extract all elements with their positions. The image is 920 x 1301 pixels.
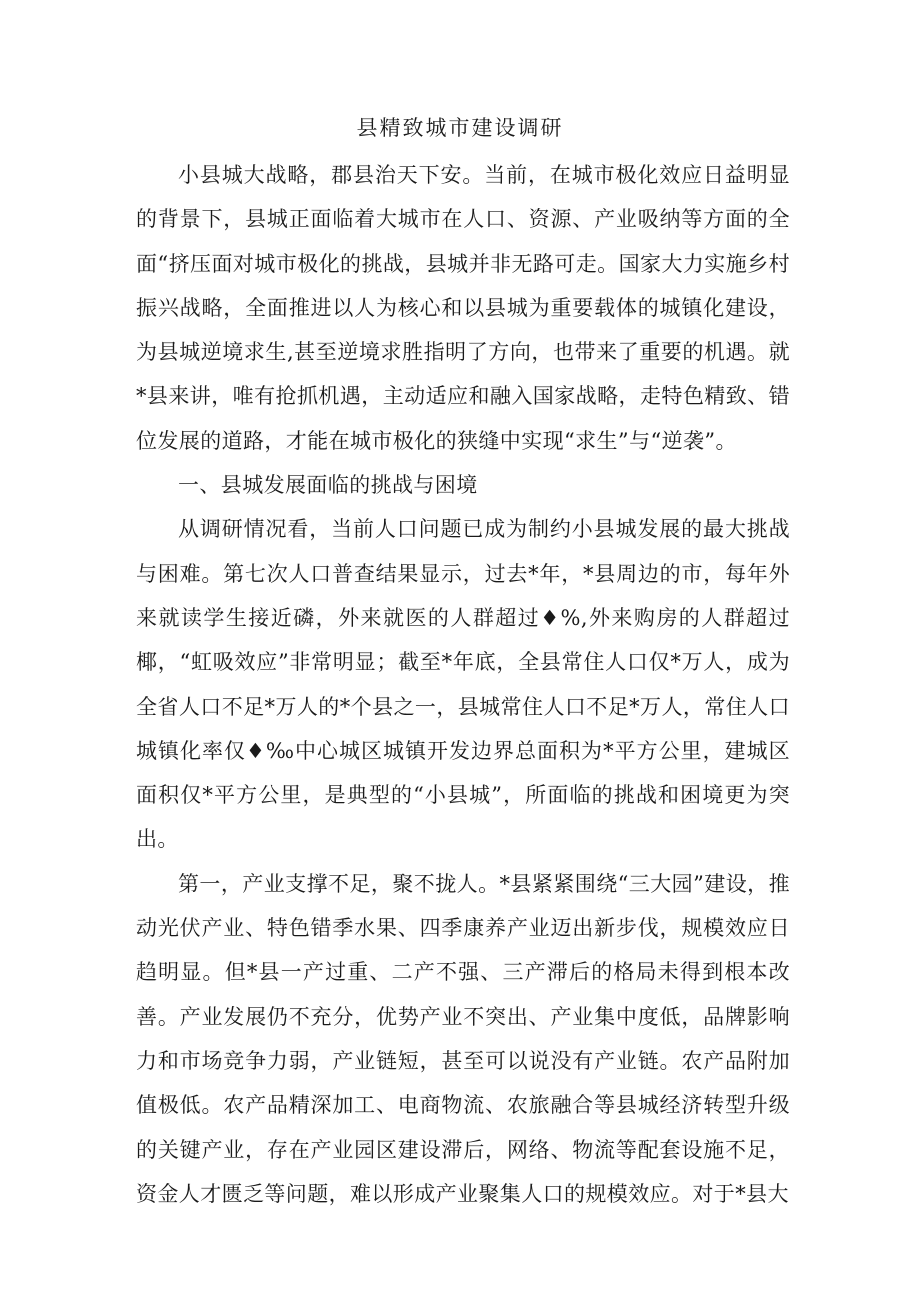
document-title: 县精致城市建设调研: [356, 116, 564, 140]
section-heading-1: 一、县城发展面临的挑战与困境: [178, 473, 478, 498]
document-body: [136, 153, 790, 1216]
paragraph-first-point: 第一，产业支撑不足，聚不拢人。*县紧紧围绕“三大园”建设，推动光伏产业、特色错季水果、四季康养产业迈出新步伐，规模效应日趋明显。但*县一产过重、二产不强、三产滞后的格局未得到根本改善。产业发展仍不充分，优势产业不突出、产业集中度低，品牌影响力和市场竞争力弱，产业链短，甚至可以说没有产业链。农产品附加值极低。农产品精深加工、电商物流、农旅融合等县城经济转型升级的关键产业，存在产业园区建设滞后，网络、物流等配套设施不足，资金人才匮乏等问题，难以形成产业聚集人口的规模效应。对于*县大: [136, 871, 790, 1206]
paragraph-intro: 小县城大战略，郡县治天下安。当前，在城市极化效应日益明显的背景下，县城正面临着大城市在人口、资源、产业吸纳等方面的全面“挤压面对城市极化的挑战，县城并非无路可走。国家大力实施乡村振兴战略，全面推进以人为核心和以县城为重要载体的城镇化建设，为县城逆境求生,甚至逆境求胜指明了方向，也带来了重要的机遇。就*县来讲，唯有抢抓机遇，主动适应和融入国家战略，走特色精致、错位发展的道路，才能在城市极化的狭缝中实现“求生”与“逆袭”。: [136, 163, 790, 453]
paragraph-survey: 从调研情况看，当前人口问题已成为制约小县城发展的最大挑战与困难。第七次人口普查结果显示，过去*年，*县周边的市，每年外来就读学生接近磷，外来就医的人群超过♦%,外来购房的人群超过椰，“虹吸效应”非常明显；截至*年底，全县常住人口仅*万人，成为全省人口不足*万人的*个县之一，县城常住人口不足*万人，常住人口城镇化率仅♦‰中心城区城镇开发边界总面积为*平方公里，建城区面积仅*平方公里，是典型的“小县城”，所面临的挑战和困境更为突出。: [136, 517, 790, 852]
